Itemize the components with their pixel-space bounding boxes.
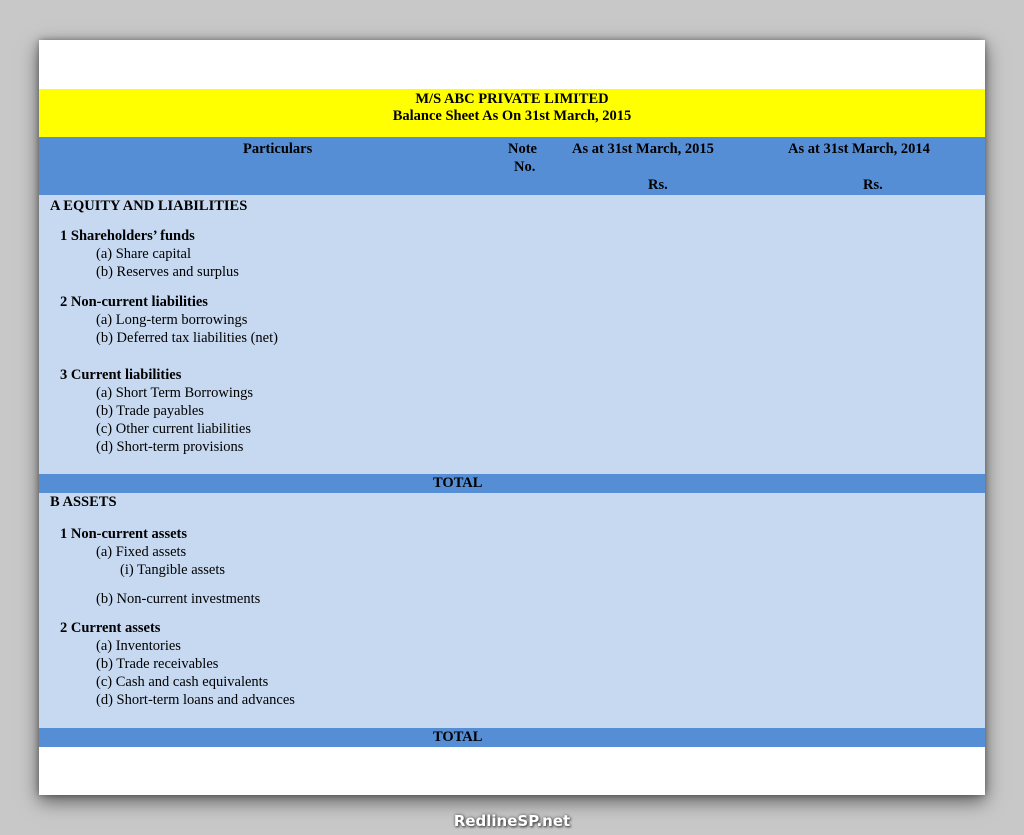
group-non-current-assets: 1 Non-current assets xyxy=(60,526,187,542)
company-name: M/S ABC PRIVATE LIMITED xyxy=(415,91,609,107)
column-header-row xyxy=(39,137,985,195)
total-bar-assets xyxy=(39,728,985,747)
line-item: (d) Short-term loans and advances xyxy=(96,692,295,708)
group-current-liabilities: 3 Current liabilities xyxy=(60,367,182,383)
group-non-current-liabilities: 2 Non-current liabilities xyxy=(60,294,208,310)
year-2014-header: As at 31st March, 2014 xyxy=(788,141,930,157)
total-bar-liabilities xyxy=(39,474,985,493)
line-item: (a) Short Term Borrowings xyxy=(96,385,253,401)
line-item: (i) Tangible assets xyxy=(120,562,226,578)
title-banner xyxy=(39,89,985,137)
equity-liabilities-section xyxy=(39,195,985,474)
line-item: (c) Cash and cash equivalents xyxy=(96,674,269,690)
line-item: (b) Reserves and surplus xyxy=(96,264,239,280)
balance-sheet-page xyxy=(39,40,985,795)
assets-section xyxy=(39,493,985,728)
group-current-assets: 2 Current assets xyxy=(60,620,161,636)
line-item: (a) Inventories xyxy=(96,638,181,654)
line-item: (c) Other current liabilities xyxy=(96,421,252,437)
total-label: TOTAL xyxy=(433,729,483,745)
line-item: (b) Trade payables xyxy=(96,403,204,419)
section-a-title: A EQUITY AND LIABILITIES xyxy=(50,198,248,214)
section-b-title: B ASSETS xyxy=(50,494,117,510)
currency-2015: Rs. xyxy=(648,177,668,193)
line-item: (b) Non-current investments xyxy=(96,591,261,607)
line-item: (d) Short-term provisions xyxy=(96,439,244,455)
currency-2014: Rs. xyxy=(863,177,883,193)
sheet-subtitle: Balance Sheet As On 31st March, 2015 xyxy=(392,108,632,124)
line-item: (b) Trade receivables xyxy=(96,656,219,672)
note-header-line1: Note xyxy=(508,141,537,157)
line-item: (a) Share capital xyxy=(96,246,192,262)
particulars-header: Particulars xyxy=(243,141,313,157)
line-item: (b) Deferred tax liabilities (net) xyxy=(96,330,278,346)
line-item: (a) Fixed assets xyxy=(96,544,187,560)
total-label: TOTAL xyxy=(433,475,483,491)
line-item: (a) Long-term borrowings xyxy=(96,312,248,328)
year-2015-header: As at 31st March, 2015 xyxy=(572,141,714,157)
group-shareholders-funds: 1 Shareholders’ funds xyxy=(60,228,195,244)
site-watermark: RedlineSP.net xyxy=(453,812,571,830)
note-header-line2: No. xyxy=(514,159,536,175)
